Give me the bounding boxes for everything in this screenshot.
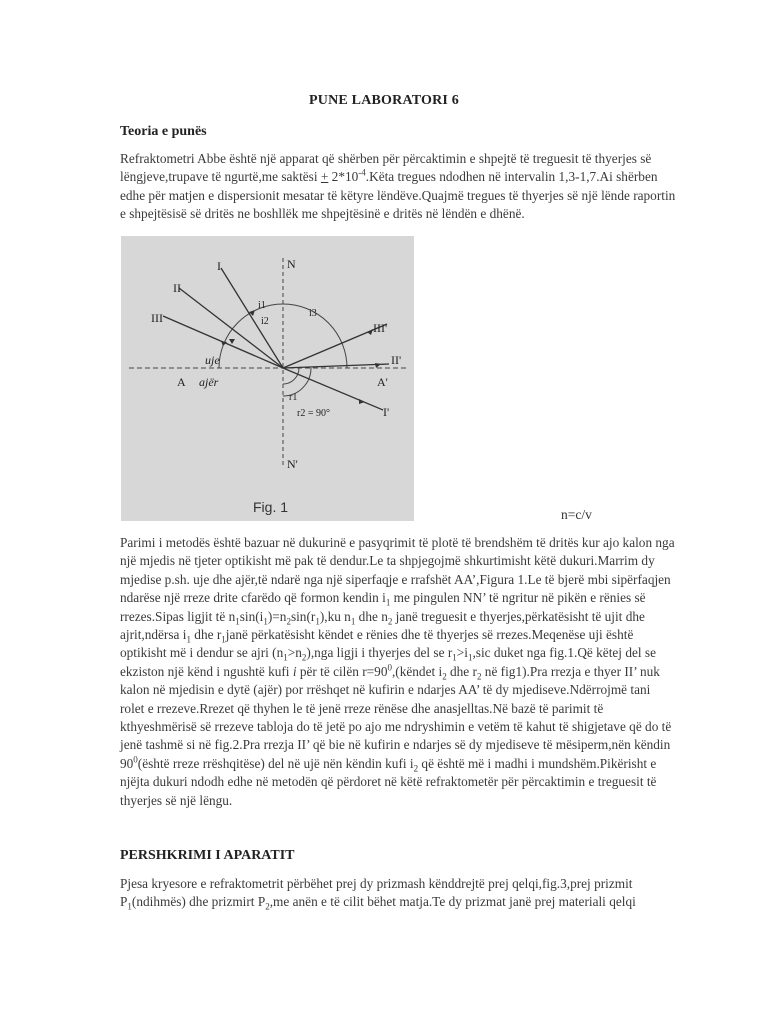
text-run: me pingulen NN’ të ngritur në pikën e rënies së rrezes.Sipas ligjit të n — [120, 590, 646, 624]
subscript: 1 — [315, 616, 320, 627]
text-run: 2*10 — [328, 169, 359, 185]
label-air: ajër — [199, 375, 219, 389]
label-i1: i1 — [258, 300, 266, 311]
label-N: N — [287, 257, 296, 271]
text-run: (ndihmës) dhe prizmirt P — [131, 894, 266, 910]
page-title: PUNE LABORATORI 6 — [309, 93, 459, 108]
label-water: uje — [205, 353, 220, 367]
ray-II-prime — [283, 364, 389, 368]
text-run: >i — [456, 645, 468, 661]
refraction-diagram — [121, 236, 414, 521]
text-run: )=n — [267, 608, 287, 624]
text-run: në fig1).Pra rrezja e thyer II’ nuk kalon në mjedisin e dytë (ajër) por rrëshqet në kufirin e ndarjes AA’ të dy mjediseve.Ndërrojmë tani rolet e rrezeve.Rrezet që thyhen le të jenë rreze rënëse dhe anasjelltas.Në bazë të parimit të kthyeshmërisë së rrezeve tabloja do të jetë po ajo me ndryshimin e vetëm të kahut të shigjetave që do të jenë tashmë si në fig.2.Pra rrezja II’ që bie në kufirin e ndarjes së dy mjediseve të mësiperm,nën këndin 90 — [120, 663, 672, 771]
text-run: sin(r — [290, 608, 316, 624]
subscript: 1 — [283, 653, 288, 664]
text-run: ,me anën e të cilit bëhet matja.Te dy prizmat janë prej materiali qelqi — [269, 894, 636, 910]
subscript: 2 — [413, 763, 419, 774]
subscript: 1 — [235, 616, 240, 627]
subscript: 1 — [127, 902, 132, 913]
subscript: 1 — [221, 634, 226, 645]
text-run: (është rreze rrëshqitëse) del në ujë nën këndin kufi i — [137, 755, 414, 771]
label-II-prime: II' — [391, 353, 402, 367]
paragraph-intro — [120, 150, 676, 224]
paragraph-principle — [120, 534, 676, 810]
subscript: 1 — [263, 616, 268, 627]
label-r2-eq: r2 = 90° — [297, 408, 330, 419]
theory-heading: Teoria e punës — [120, 124, 207, 139]
subscript: 1 — [385, 597, 391, 608]
label-III-prime: III' — [373, 321, 388, 335]
ray-II — [179, 288, 283, 368]
subscript: 2 — [286, 616, 291, 627]
text-run: dhe r — [190, 627, 222, 643]
text-run: janë përkatësisht këndet e rënies dhe të thyerjes së rrezes.Meqenëse uji është optikisht më i dendur se ajri (n — [120, 627, 634, 661]
text-run: Refraktometri Abbe është një apparat që shërben për përcaktimin e shpejtë të treguesit të thyerjes së lëngjeve,trupave të ngurtë,me saktësi — [120, 151, 652, 185]
subscript: 2 — [301, 653, 307, 664]
text-run: .Këta tregues ndodhen në intervalin 1,3-1,7.Ai shërben edhe për matjen e dispersionit mesatar të këtyre lëndëve.Quajmë tregues të thyerjes së një lënde raportin e shpejtësisë së dritës ne boshllëk me shpejtësinë e dritës në lëndën e dhënë. — [120, 169, 676, 222]
paragraph-apparatus — [120, 875, 676, 912]
subscript: 1 — [186, 634, 191, 645]
text-run: dhe n — [355, 608, 388, 624]
italic-symbol: i — [292, 663, 297, 679]
text-run: dhe r — [446, 663, 477, 679]
text-run: ,sic duket nga fig.1.Që këtej del se ekziston një kënd i ngushtë kufi — [120, 645, 656, 679]
label-I-prime: I' — [383, 405, 390, 419]
subscript: 2 — [265, 902, 270, 913]
label-I: I — [217, 259, 221, 273]
figure-1-refraction-diagram — [121, 236, 414, 521]
text-run: ),ku n — [319, 608, 351, 624]
superscript: 0 — [133, 754, 138, 765]
label-r1: r1 — [289, 392, 298, 403]
label-A-prime: A' — [377, 375, 388, 389]
refractive-index-formula: n=c/v — [561, 507, 592, 522]
ray-I-prime — [283, 368, 383, 410]
exponent: -4 — [358, 167, 366, 178]
apparatus-heading: PERSHKRIMI I APARATIT — [120, 848, 295, 863]
text-run: Pjesa kryesore e refraktometrit përbëhet prej dy prizmash kënddrejtë prej qelqi,fig.3,prej prizmit P — [120, 876, 633, 910]
ray-I — [221, 268, 283, 368]
label-III: III — [151, 311, 163, 325]
superscript: 0 — [387, 662, 392, 673]
subscript: 2 — [442, 671, 447, 682]
lower-arc-r1 — [283, 368, 299, 384]
text-run: që është më i madhi i mundshëm.Pikërisht e njëjta dukuri ndodh edhe në metodën që përdoret në këtë refraktometër për përcaktimin e treguesit të thyerjes së një lëngu. — [120, 755, 657, 808]
subscript: 2 — [387, 616, 393, 627]
plus-minus-sign: + — [320, 169, 329, 185]
subscript: 1 — [452, 653, 457, 664]
label-N-prime: N' — [287, 457, 298, 471]
label-II: II — [173, 281, 181, 295]
label-i3: i3 — [309, 308, 317, 319]
subscript: 1 — [350, 616, 356, 627]
text-run: Parimi i metodës është bazuar në dukurinë e pasyqrimit të plotë të brendshëm të dritës kur ajo kalon nga një mjedis në tjeter optikisht më pak të dendur.Le ta shpjegojmë shkurtimisht këtë dukuri.Marrim dy mjedise p.sh. uje dhe ajër,të ndarë nga një siperfaqje e rrafshët AA’,Figura 1.Le të bjerë mbi sipërfaqjen ndarëse një rreze drite cfarëdo që formon kendin i — [120, 535, 675, 606]
figure-caption: Fig. 1 — [253, 499, 289, 515]
text-run: >n — [287, 645, 302, 661]
text-run: janë treguesit e thyerjes,përkatësisht të ujit dhe ajrit,ndërsa i — [120, 608, 645, 643]
text-run: ,(këndet i — [391, 663, 443, 679]
arrow-head — [229, 339, 235, 344]
text-run: sin(i — [239, 608, 264, 624]
label-A: A — [177, 375, 186, 389]
label-i2: i2 — [261, 316, 269, 327]
subscript: 1 — [467, 653, 473, 664]
text-run: ),nga ligji i thyerjes del se r — [306, 645, 453, 661]
subscript: 2 — [476, 671, 482, 682]
text-run: për të cilën r=90 — [296, 663, 388, 679]
